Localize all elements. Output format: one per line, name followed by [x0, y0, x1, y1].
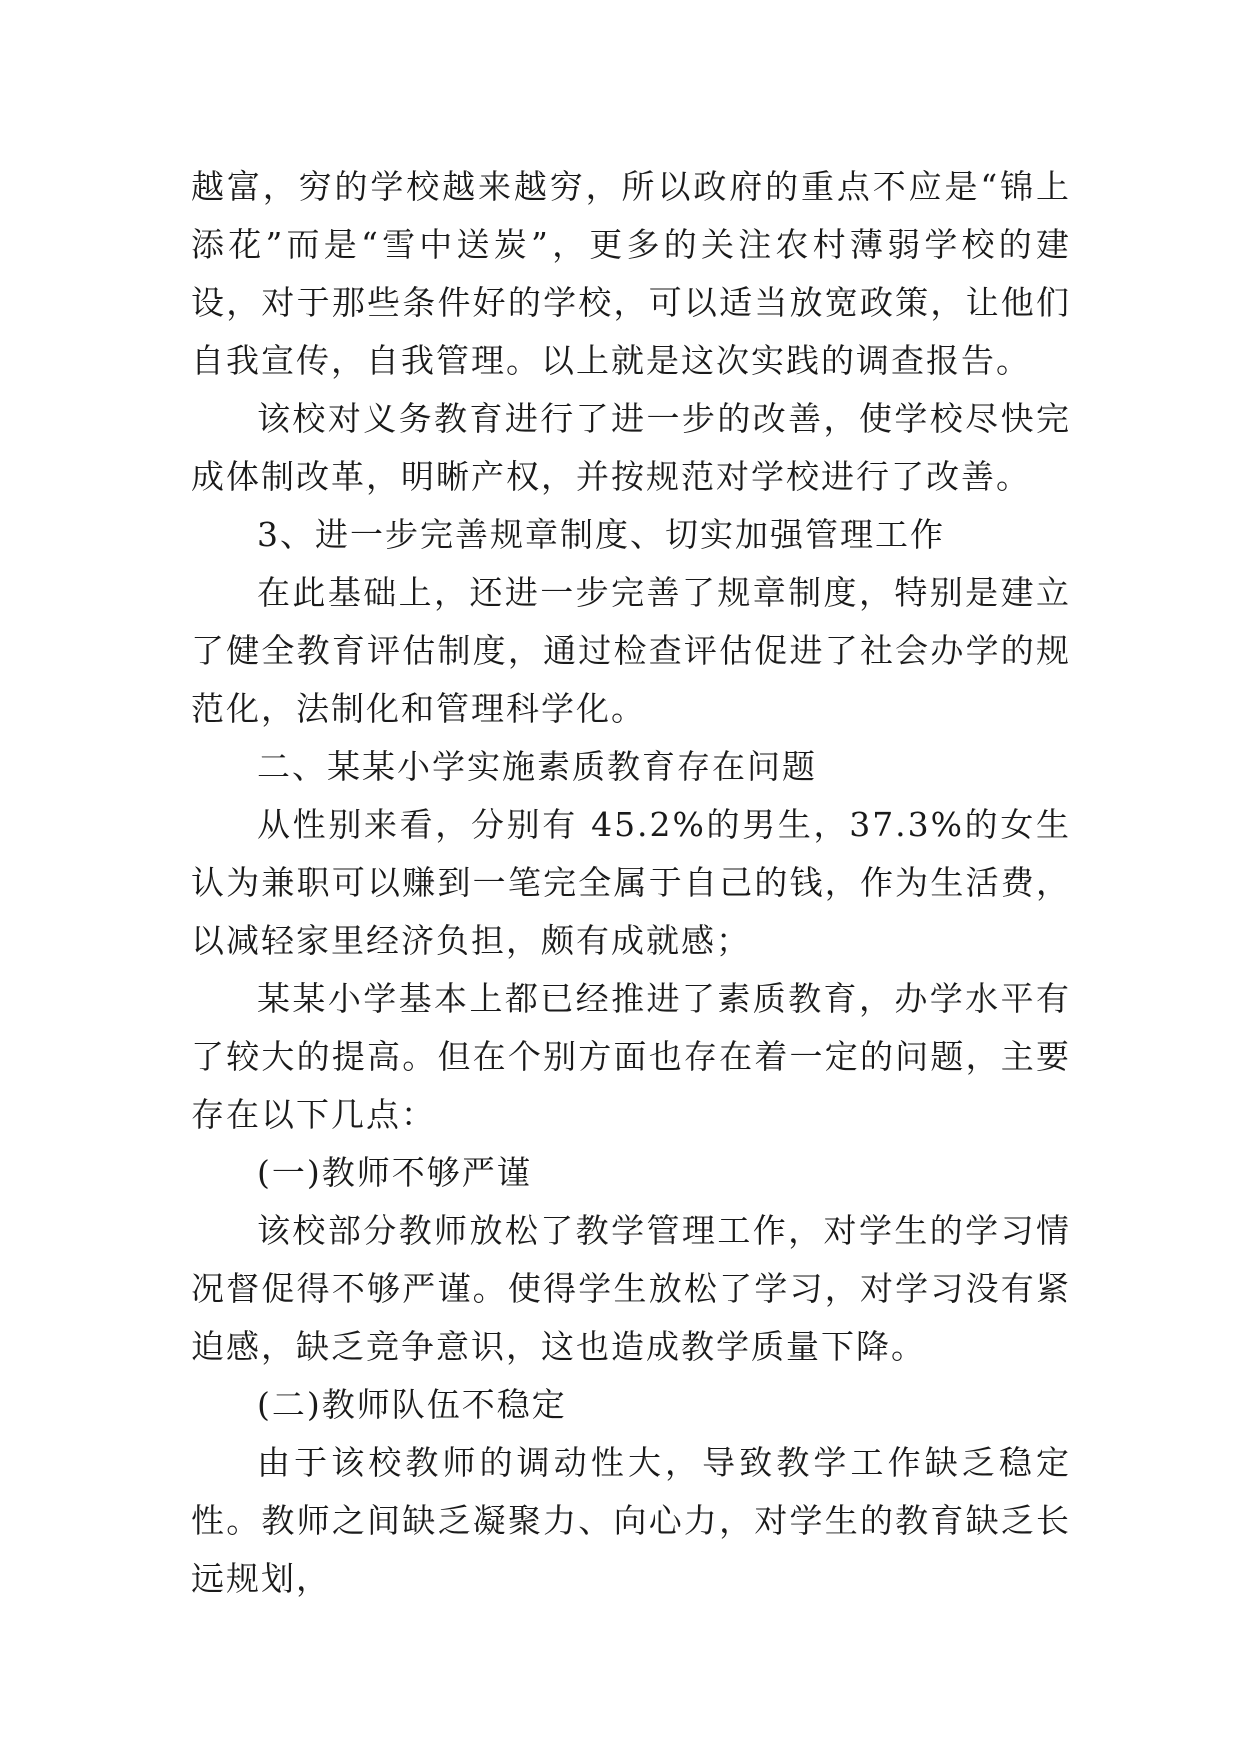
paragraph-quality-education: 某某小学基本上都已经推进了素质教育，办学水平有了较大的提高。但在个别方面也存在着一定的问题，主要存在以下几点：: [191, 979, 1071, 1134]
paragraph-continuation: 越富，穷的学校越来越穷，所以政府的重点不应是“锦上添花”而是“雪中送炭”，更多的关注农村薄弱学校的建设，对于那些条件好的学校，可以适当放宽政策，让他们自我宣传，自我管理。以上就是这次实践的调查报告。: [191, 167, 1071, 380]
heading-teachers-not-rigorous: (一)教师不够严谨: [257, 1153, 532, 1192]
paragraph-evaluation: 在此基础上，还进一步完善了规章制度，特别是建立了健全教育评估制度，通过检查评估促进了社会办学的规范化，法制化和管理科学化。: [191, 573, 1071, 728]
document-body: [191, 158, 1071, 1608]
heading-problems: 二、某某小学实施素质教育存在问题: [257, 747, 817, 786]
paragraph-teacher-mobility: 由于该校教师的调动性大，导致教学工作缺乏稳定性。教师之间缺乏凝聚力、向心力，对学生的教育缺乏长远规划，: [191, 1443, 1071, 1598]
heading-improve-rules: 3、进一步完善规章制度、切实加强管理工作: [257, 515, 945, 554]
paragraph-gender-stats: 从性别来看，分别有 45.2%的男生，37.3%的女生认为兼职可以赚到一笔完全属于自己的钱，作为生活费，以减轻家里经济负担，颇有成就感；: [191, 805, 1071, 960]
paragraph-teaching-management: 该校部分教师放松了教学管理工作，对学生的学习情况督促得不够严谨。使得学生放松了学习，对学习没有紧迫感，缺乏竞争意识，这也造成教学质量下降。: [191, 1211, 1071, 1366]
paragraph-reform: 该校对义务教育进行了进一步的改善，使学校尽快完成体制改革，明晰产权，并按规范对学校进行了改善。: [191, 399, 1071, 496]
heading-teacher-instability: (二)教师队伍不稳定: [257, 1385, 567, 1424]
